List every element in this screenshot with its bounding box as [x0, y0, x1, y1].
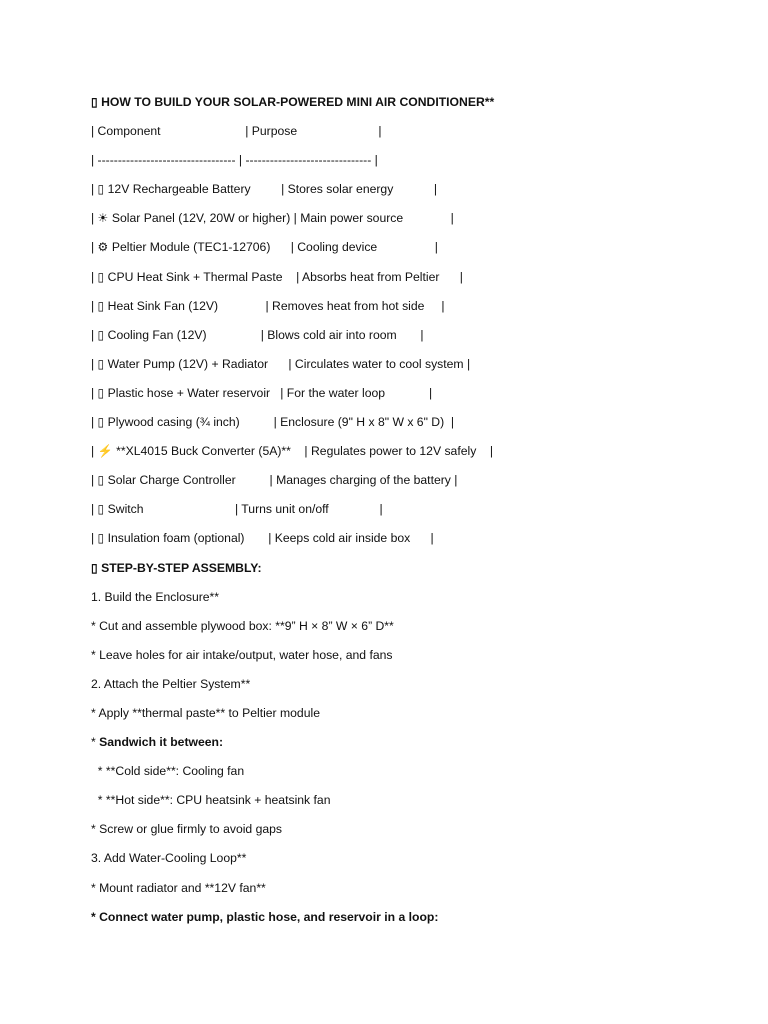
table-row-insulation: | ▯ Insulation foam (optional) | Keeps cold air inside box | [91, 531, 434, 546]
table-row-heat-sink-fan: | ▯ Heat Sink Fan (12V) | Removes heat from hot side | [91, 298, 445, 313]
table-separator-row: | ---------------------------------- | ------------------------------- | [91, 153, 378, 168]
table-row-hose: | ▯ Plastic hose + Water reservoir | For the water loop | [91, 385, 433, 400]
step-2-heading: 2. Attach the Peltier System** [91, 676, 251, 691]
table-row-cooling-fan: | ▯ Cooling Fan (12V) | Blows cold air into room | [91, 327, 424, 342]
step-2-bullet-screw: * Screw or glue firmly to avoid gaps [91, 822, 283, 837]
step-1-heading: 1. Build the Enclosure** [91, 589, 220, 604]
table-header-row: | Component | Purpose | [91, 124, 382, 139]
doc-title: ▯ HOW TO BUILD YOUR SOLAR-POWERED MINI AIR CONDITIONER** [91, 95, 495, 109]
table-row-plywood: | ▯ Plywood casing (¾ inch) | Enclosure (9" H x 8" W x 6" D) | [91, 415, 455, 430]
table-row-charge-controller: | ▯ Solar Charge Controller | Manages charging of the battery | [91, 473, 458, 488]
table-row-switch: | ▯ Switch | Turns unit on/off | [91, 502, 383, 517]
table-row-battery: | ▯ 12V Rechargeable Battery | Stores solar energy | [91, 182, 438, 197]
step-1-bullet-cut: * Cut and assemble plywood box: **9” H × 8” W × 6” D** [91, 618, 394, 633]
table-row-water-pump: | ▯ Water Pump (12V) + Radiator | Circulates water to cool system | [91, 356, 471, 371]
step-2-subbullet-cold: * **Cold side**: Cooling fan [91, 764, 245, 779]
step-3-bullet-radiator: * Mount radiator and **12V fan** [91, 880, 266, 895]
step-2-bullet-paste: * Apply **thermal paste** to Peltier module [91, 705, 320, 720]
step-2-bullet-sandwich [91, 729, 751, 758]
step-1-bullet-holes: * Leave holes for air intake/output, water hose, and fans [91, 647, 393, 662]
step-2-subbullet-hot: * **Hot side**: CPU heatsink + heatsink fan [91, 793, 331, 808]
bullet-marker: * [91, 735, 100, 750]
step-3-heading: 3. Add Water-Cooling Loop** [91, 851, 247, 866]
table-row-peltier: | ⚙ Peltier Module (TEC1-12706) | Cooling device | [91, 240, 438, 255]
document-body [91, 89, 751, 933]
table-row-buck-converter: | ⚡ **XL4015 Buck Converter (5A)** | Regulates power to 12V safely | [91, 444, 494, 459]
section-heading-assembly: ▯ STEP-BY-STEP ASSEMBLY: [91, 560, 262, 575]
table-row-heat-sink: | ▯ CPU Heat Sink + Thermal Paste | Absorbs heat from Peltier | [91, 269, 463, 284]
table-row-solar-panel: | ☀ Solar Panel (12V, 20W or higher) | Main power source | [91, 211, 454, 226]
step-3-bullet-loop: * Connect water pump, plastic hose, and reservoir in a loop: [91, 909, 439, 924]
sandwich-bold-text: Sandwich it between: [99, 735, 224, 750]
